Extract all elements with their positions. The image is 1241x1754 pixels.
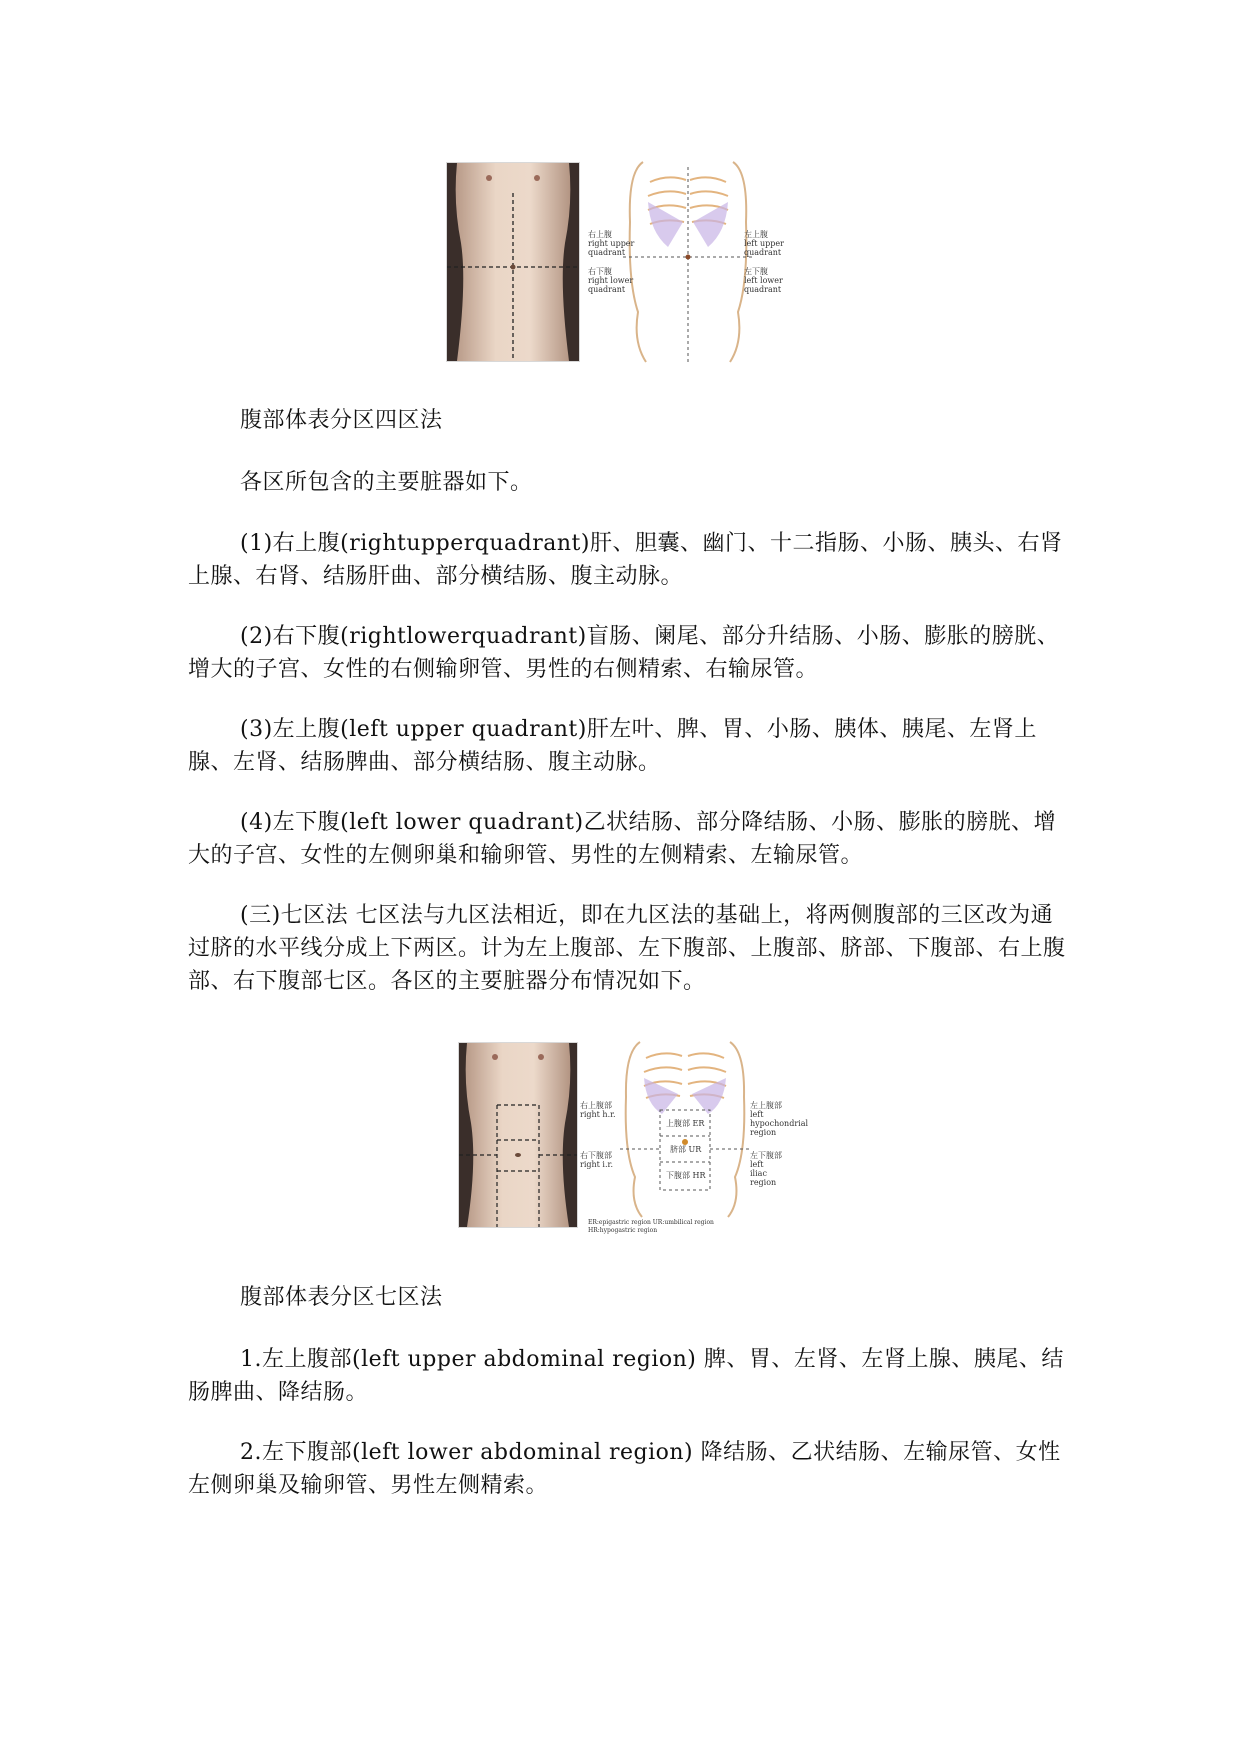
label-ll-en2: quadrant: [744, 285, 782, 294]
torso-photo: [446, 162, 580, 362]
label-epigastric: 上腹部 ER: [666, 1119, 705, 1128]
label-ll-cn: 左下腹: [744, 267, 768, 276]
label-rlb-en: right i.r.: [580, 1160, 614, 1169]
label-lub-en2: hypochondrial: [750, 1119, 809, 1128]
label-llb-en1: left: [750, 1160, 764, 1169]
label-llb-en2: iliac: [750, 1169, 767, 1178]
label-rlb-cn: 右下腹部: [580, 1151, 612, 1160]
region-2-paragraph: 2.左下腹部(left lower abdominal region) 降结肠、乙状结肠、左输尿管、女性左侧卵巢及输卵管、男性左侧精索。: [188, 1440, 1061, 1498]
label-ll-en: left lower: [744, 276, 783, 285]
label-rl-en: right lower: [588, 276, 634, 285]
label-lu-en2: quadrant: [744, 248, 782, 257]
label-note1: ER:epigastric region UR:umbilical region: [588, 1219, 714, 1226]
quadrant-2-paragraph: (2)右下腹(rightlowerquadrant)盲肠、阑尾、部分升结肠、小肠、膨胀的膀胱、增大的子宫、女性的右侧输卵管、男性的右侧精索、右输尿管。: [188, 624, 1060, 682]
seven-region-paragraph: (三)七区法 七区法与九区法相近，即在九区法的基础上，将两侧腹部的三区改为通过脐的水平线分成上下两区。计为左上腹部、左下腹部、上腹部、脐部、下腹部、右上腹部、右下腹部七区。各区的主要脏器分布情况如下。: [188, 903, 1066, 994]
label-rl-en2: quadrant: [588, 285, 626, 294]
quadrant-diagram: [588, 162, 788, 362]
label-lub-en1: left: [750, 1110, 764, 1119]
label-umbilical: 脐部 UR: [670, 1145, 702, 1154]
label-ru-cn: 右上腹: [588, 230, 612, 239]
label-llb-cn: 左下腹部: [750, 1151, 782, 1160]
label-lub-cn: 左上腹部: [750, 1101, 782, 1110]
caption-seven-region: 腹部体表分区七区法: [240, 1285, 443, 1310]
quadrant-3-paragraph: (3)左上腹(left upper quadrant)肝左叶、脾、胃、小肠、胰体、胰尾、左肾上腺、左肾、结肠脾曲、部分横结肠、腹主动脉。: [188, 717, 1037, 775]
intro-paragraph: 各区所包含的主要脏器如下。: [240, 470, 533, 495]
label-llb-en3: region: [750, 1178, 777, 1187]
label-rl-cn: 右下腹: [588, 267, 612, 276]
quadrant-1-paragraph: (1)右上腹(rightupperquadrant)肝、胆囊、幽门、十二指肠、小肠、胰头、右肾上腺、右肾、结肠肝曲、部分横结肠、腹主动脉。: [188, 531, 1063, 589]
torso-photo-2: [458, 1042, 578, 1228]
label-rub-en: right h.r.: [580, 1110, 616, 1119]
caption-four-quadrant: 腹部体表分区四区法: [240, 408, 443, 433]
region-1-paragraph: 1.左上腹部(left upper abdominal region) 脾、胃、左肾、左肾上腺、胰尾、结肠脾曲、降结肠。: [188, 1347, 1064, 1405]
figure-four-quadrant: [446, 162, 796, 362]
figure-seven-region: [458, 1042, 809, 1242]
seven-region-diagram: [580, 1042, 809, 1242]
label-rub-cn: 右上腹部: [580, 1101, 612, 1110]
label-lu-en: left upper: [744, 239, 784, 248]
label-ru-en: right upper: [588, 239, 635, 248]
label-ru-en2: quadrant: [588, 248, 626, 257]
label-lub-en3: region: [750, 1128, 777, 1137]
label-hypogastric: 下腹部 HR: [666, 1171, 706, 1180]
label-note2: HR:hypogastric region: [588, 1227, 658, 1234]
quadrant-4-paragraph: (4)左下腹(left lower quadrant)乙状结肠、部分降结肠、小肠、膨胀的膀胱、增大的子宫、女性的左侧卵巢和输卵管、男性的左侧精索、左输尿管。: [188, 810, 1057, 868]
label-lu-cn: 左上腹: [744, 230, 768, 239]
